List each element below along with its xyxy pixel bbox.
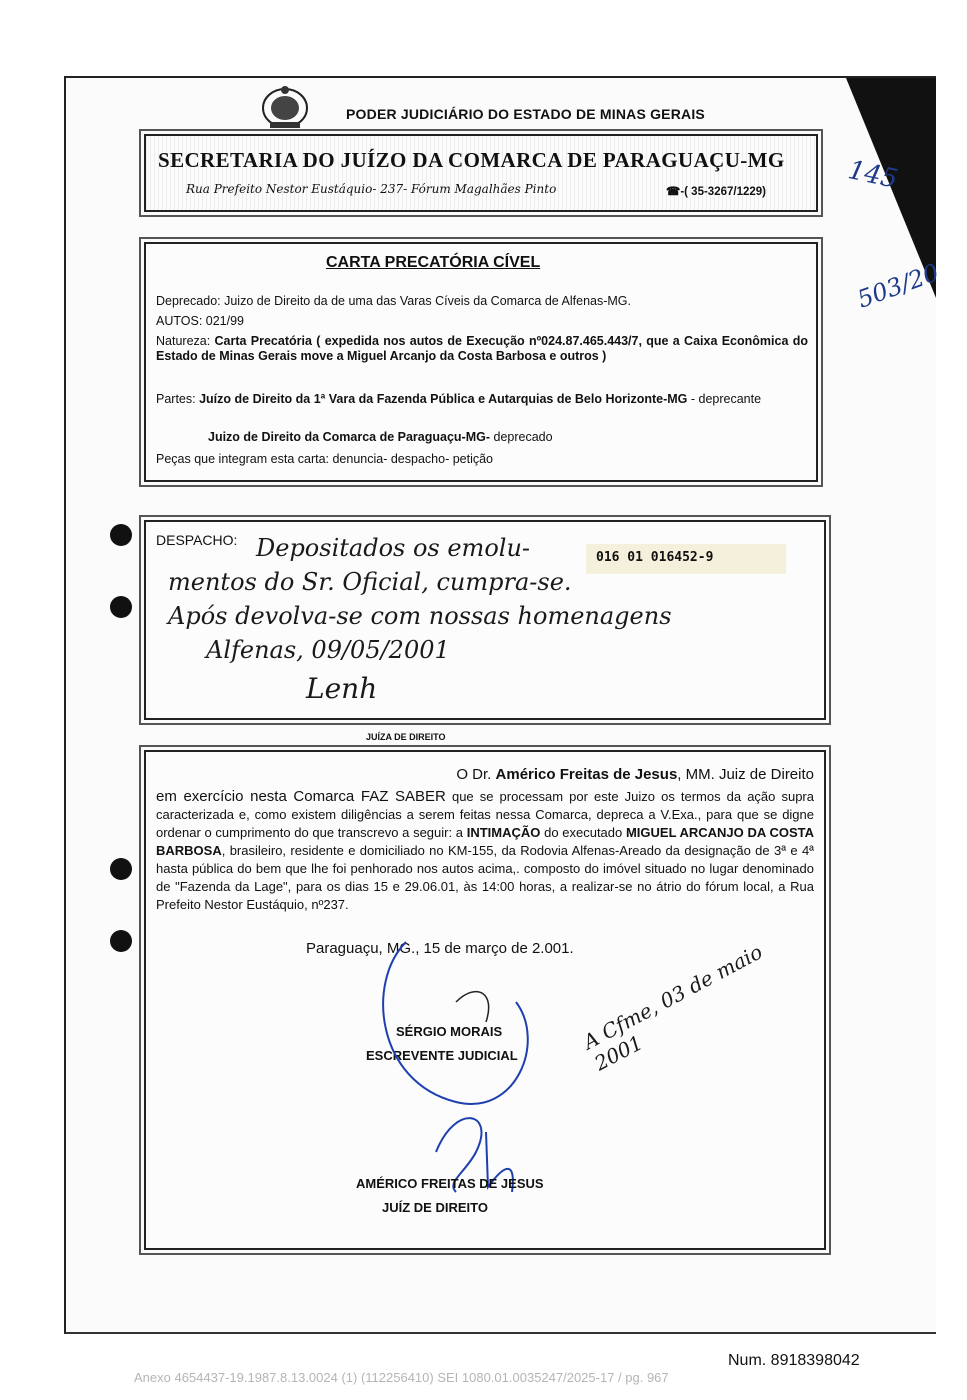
document-page [64,76,936,1334]
natureza-text: Carta Precatória ( expedida nos autos de Execução nº024.87.465.443/7, que a Caixa Econômica do Estado de Minas Gerais move a Miguel Arcanjo da Costa Barbosa e outros ) [156,334,808,363]
edital-date: Paraguaçu, MG., 15 de março de 2.001. [306,940,574,957]
edital-faz-saber: em exercício nesta Comarca FAZ SABER [156,788,446,805]
autos-line: AUTOS: 021/99 [156,314,245,328]
margin-note-top: 145 [845,155,901,195]
court-phone: ☎-( 35-3267/1229) [666,186,766,198]
natureza-label: Natureza: [156,334,211,348]
partes-label: Partes: [156,392,196,406]
handwriting-line-4: Alfenas, 09/05/2001 [206,636,450,664]
handwriting-line-1: Depositados os emolu- [256,534,531,562]
handwriting-line-2: mentos do Sr. Oficial, cumpra-se. [168,568,572,596]
edital-box [144,750,826,1250]
partes-suffix: - deprecante [690,392,762,406]
document-reference: Anexo 4654437-19.1987.8.13.0024 (1) (112256410) SEI 1080.01.0035247/2025-17 / pg. 967 [134,1370,669,1385]
edital-opening [156,766,814,784]
juiz-role: JUÍZ DE DIREITO [382,1200,488,1215]
margin-note-mid: 503/20 [853,258,943,314]
secretaria-box [144,134,818,212]
edital-details: , brasileiro, residente e domiciliado no KM-155, da Rodovia Alfenas-Areado da designação de 3ª e 4ª hasta pública do bem que lhe foi penhorado nos autos acima,. composto do imóvel situado no lugar denominado de "Fazenda da Lage", para os dias 15 e 29.06.01, às 14:00 horas, a realizar-se no átrio do fórum local, a Rua Prefeito Nestor Eustáquio, nº237. [156,843,814,912]
despacho-box [144,520,826,742]
intimacao-label: INTIMAÇÃO [466,825,541,840]
juiz-name: AMÉRICO FREITAS DE JESUS [356,1176,544,1191]
carta-title: CARTA PRECATÓRIA CÍVEL [326,254,541,271]
binder-hole [110,596,132,618]
receipt-note: A Cfme, 03 de maio 2001 [579,939,767,1076]
natureza-line [156,334,808,364]
deprecado2-suffix: deprecado [493,430,553,444]
deprecado-line: Deprecado: Juizo de Direito da de uma das Varas Cíveis da Comarca de Alfenas-MG. [156,294,631,308]
handwriting-line-3: Após devolva-se com nossas homenagens [168,602,672,630]
binder-hole [110,930,132,952]
despacho-label: DESPACHO: [156,532,238,548]
binder-hole [110,524,132,546]
edital-intro: que se processam por este Juizo os termos da ação supra caracterizada e, como existem diligências a serem feitas nessa Comarca, depreca a V.Exa., para que se digne ordenar o cumprimento do que transcrevo a seguir: a [156,789,814,840]
edital-prefix: O Dr. [456,766,492,783]
edital-body [156,788,814,914]
escrevente-name: SÉRGIO MORAIS [396,1024,503,1039]
intimacao-text: do executado [544,825,623,840]
court-header: PODER JUDICIÁRIO DO ESTADO DE MINAS GERAIS [346,106,705,122]
deprecado2-text: Juizo de Direito da Comarca de Paraguaçu-MG- [208,430,491,444]
coat-of-arms-icon [256,84,314,130]
deprecado2-line [208,430,553,445]
executado-name: MIGUEL ARCANJO DA COSTA BARBOSA [156,825,814,858]
escrevente-role: ESCREVENTE JUDICIAL [366,1048,518,1063]
partes-text: Juízo de Direito da 1ª Vara da Fazenda Pública e Autarquias de Belo Horizonte-MG [199,392,688,406]
secretaria-title: SECRETARIA DO JUÍZO DA COMARCA DE PARAGUAÇU-MG [158,148,785,172]
pecas-line: Peças que integram esta carta: denuncia- despacho- petição [156,452,494,466]
receipt-stamp: 016 01 016452-9 [586,544,786,574]
edital-suffix: , MM. Juiz de Direito [677,766,814,783]
juiza-label: JUÍZA DE DIREITO [366,732,446,742]
partes-line [156,392,808,407]
edital-judge-name: Américo Freitas de Jesus [495,766,678,783]
court-address: Rua Prefeito Nestor Eustáquio- 237- Fórum Magalhães Pinto [186,182,557,196]
binder-hole [110,858,132,880]
document-number: Num. 8918398042 [728,1352,860,1369]
judge-signature: Lenh [306,672,378,705]
carta-precatoria-box [144,242,818,482]
